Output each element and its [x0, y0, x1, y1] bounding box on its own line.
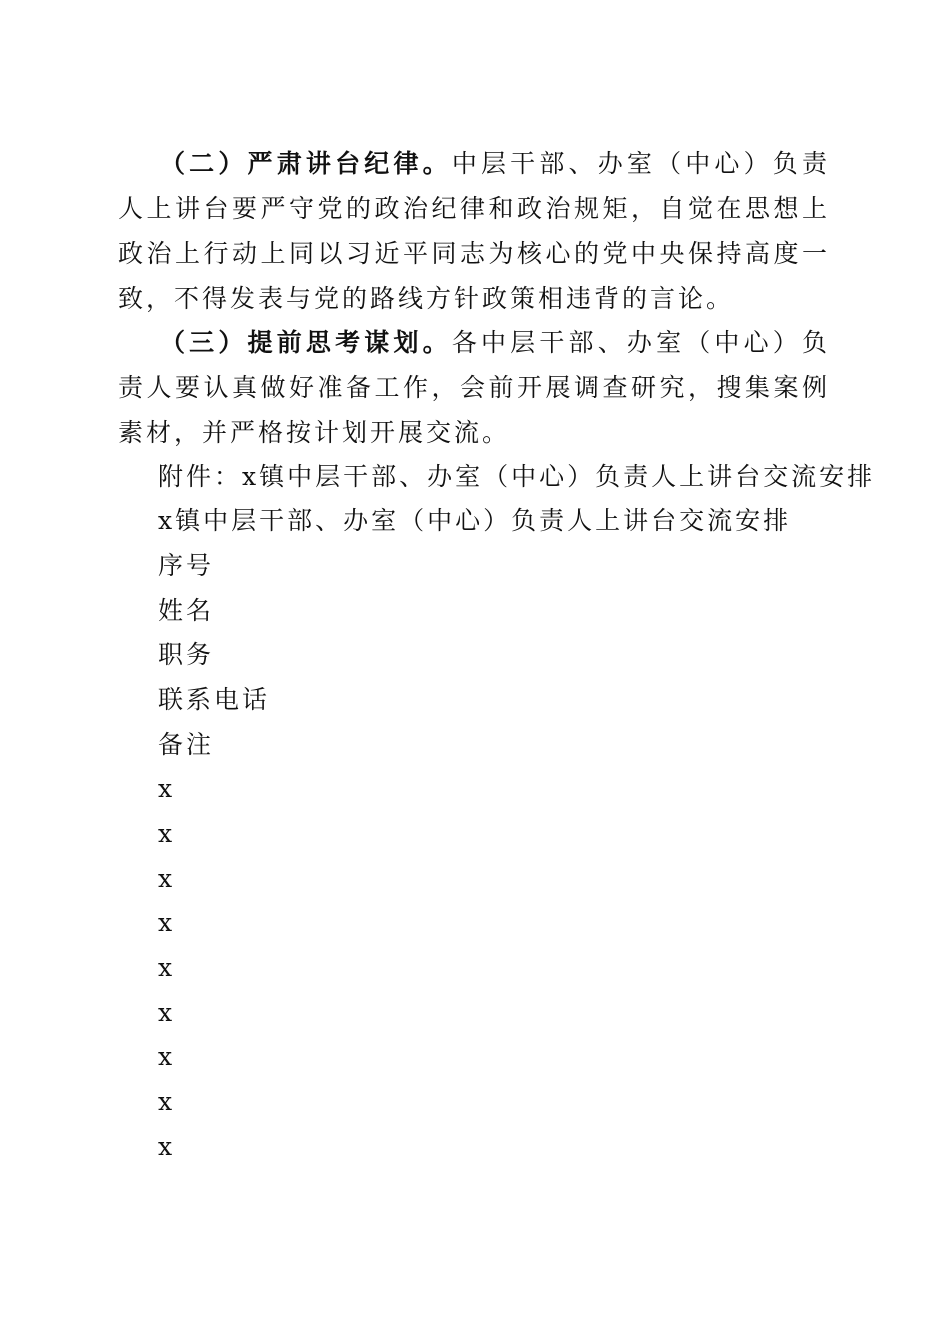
table-cell: x — [158, 1042, 176, 1071]
table-cell: x — [158, 998, 176, 1027]
table-header-index: 序号 — [158, 551, 215, 580]
table-header-remarks: 备注 — [158, 730, 215, 759]
section-body: 各中层干部、办室（中心）负责人要认真做好准备工作，会前开展调查研究，搜集案例素材，并严格按计划开展交流。 — [118, 328, 830, 447]
table-cell: x — [158, 1087, 176, 1116]
section-heading: （二）严肃讲台纪律。 — [160, 149, 452, 178]
table-cell: x — [158, 1132, 176, 1161]
table-cell: x — [158, 774, 176, 803]
table-title: x镇中层干部、办室（中心）负责人上讲台交流安排 — [158, 506, 792, 535]
section-body: 中层干部、办室（中心）负责人上讲台要严守党的政治纪律和政治规矩，自觉在思想上政治上行动上同以习近平同志为核心的党中央保持高度一致，不得发表与党的路线方针政策相违背的言论。 — [118, 149, 830, 313]
table-header-position: 职务 — [158, 640, 215, 669]
table-cell: x — [158, 908, 176, 937]
table-cell: x — [158, 819, 176, 848]
table-header-phone: 联系电话 — [158, 685, 271, 714]
attachment-note: 附件：x镇中层干部、办室（中心）负责人上讲台交流安排 — [158, 462, 876, 491]
section-heading: （三）提前思考谋划。 — [160, 328, 452, 357]
table-header-name: 姓名 — [158, 596, 215, 625]
section-discipline — [118, 141, 830, 321]
section-planning — [118, 320, 830, 455]
table-cell: x — [158, 864, 176, 893]
table-cell: x — [158, 953, 176, 982]
